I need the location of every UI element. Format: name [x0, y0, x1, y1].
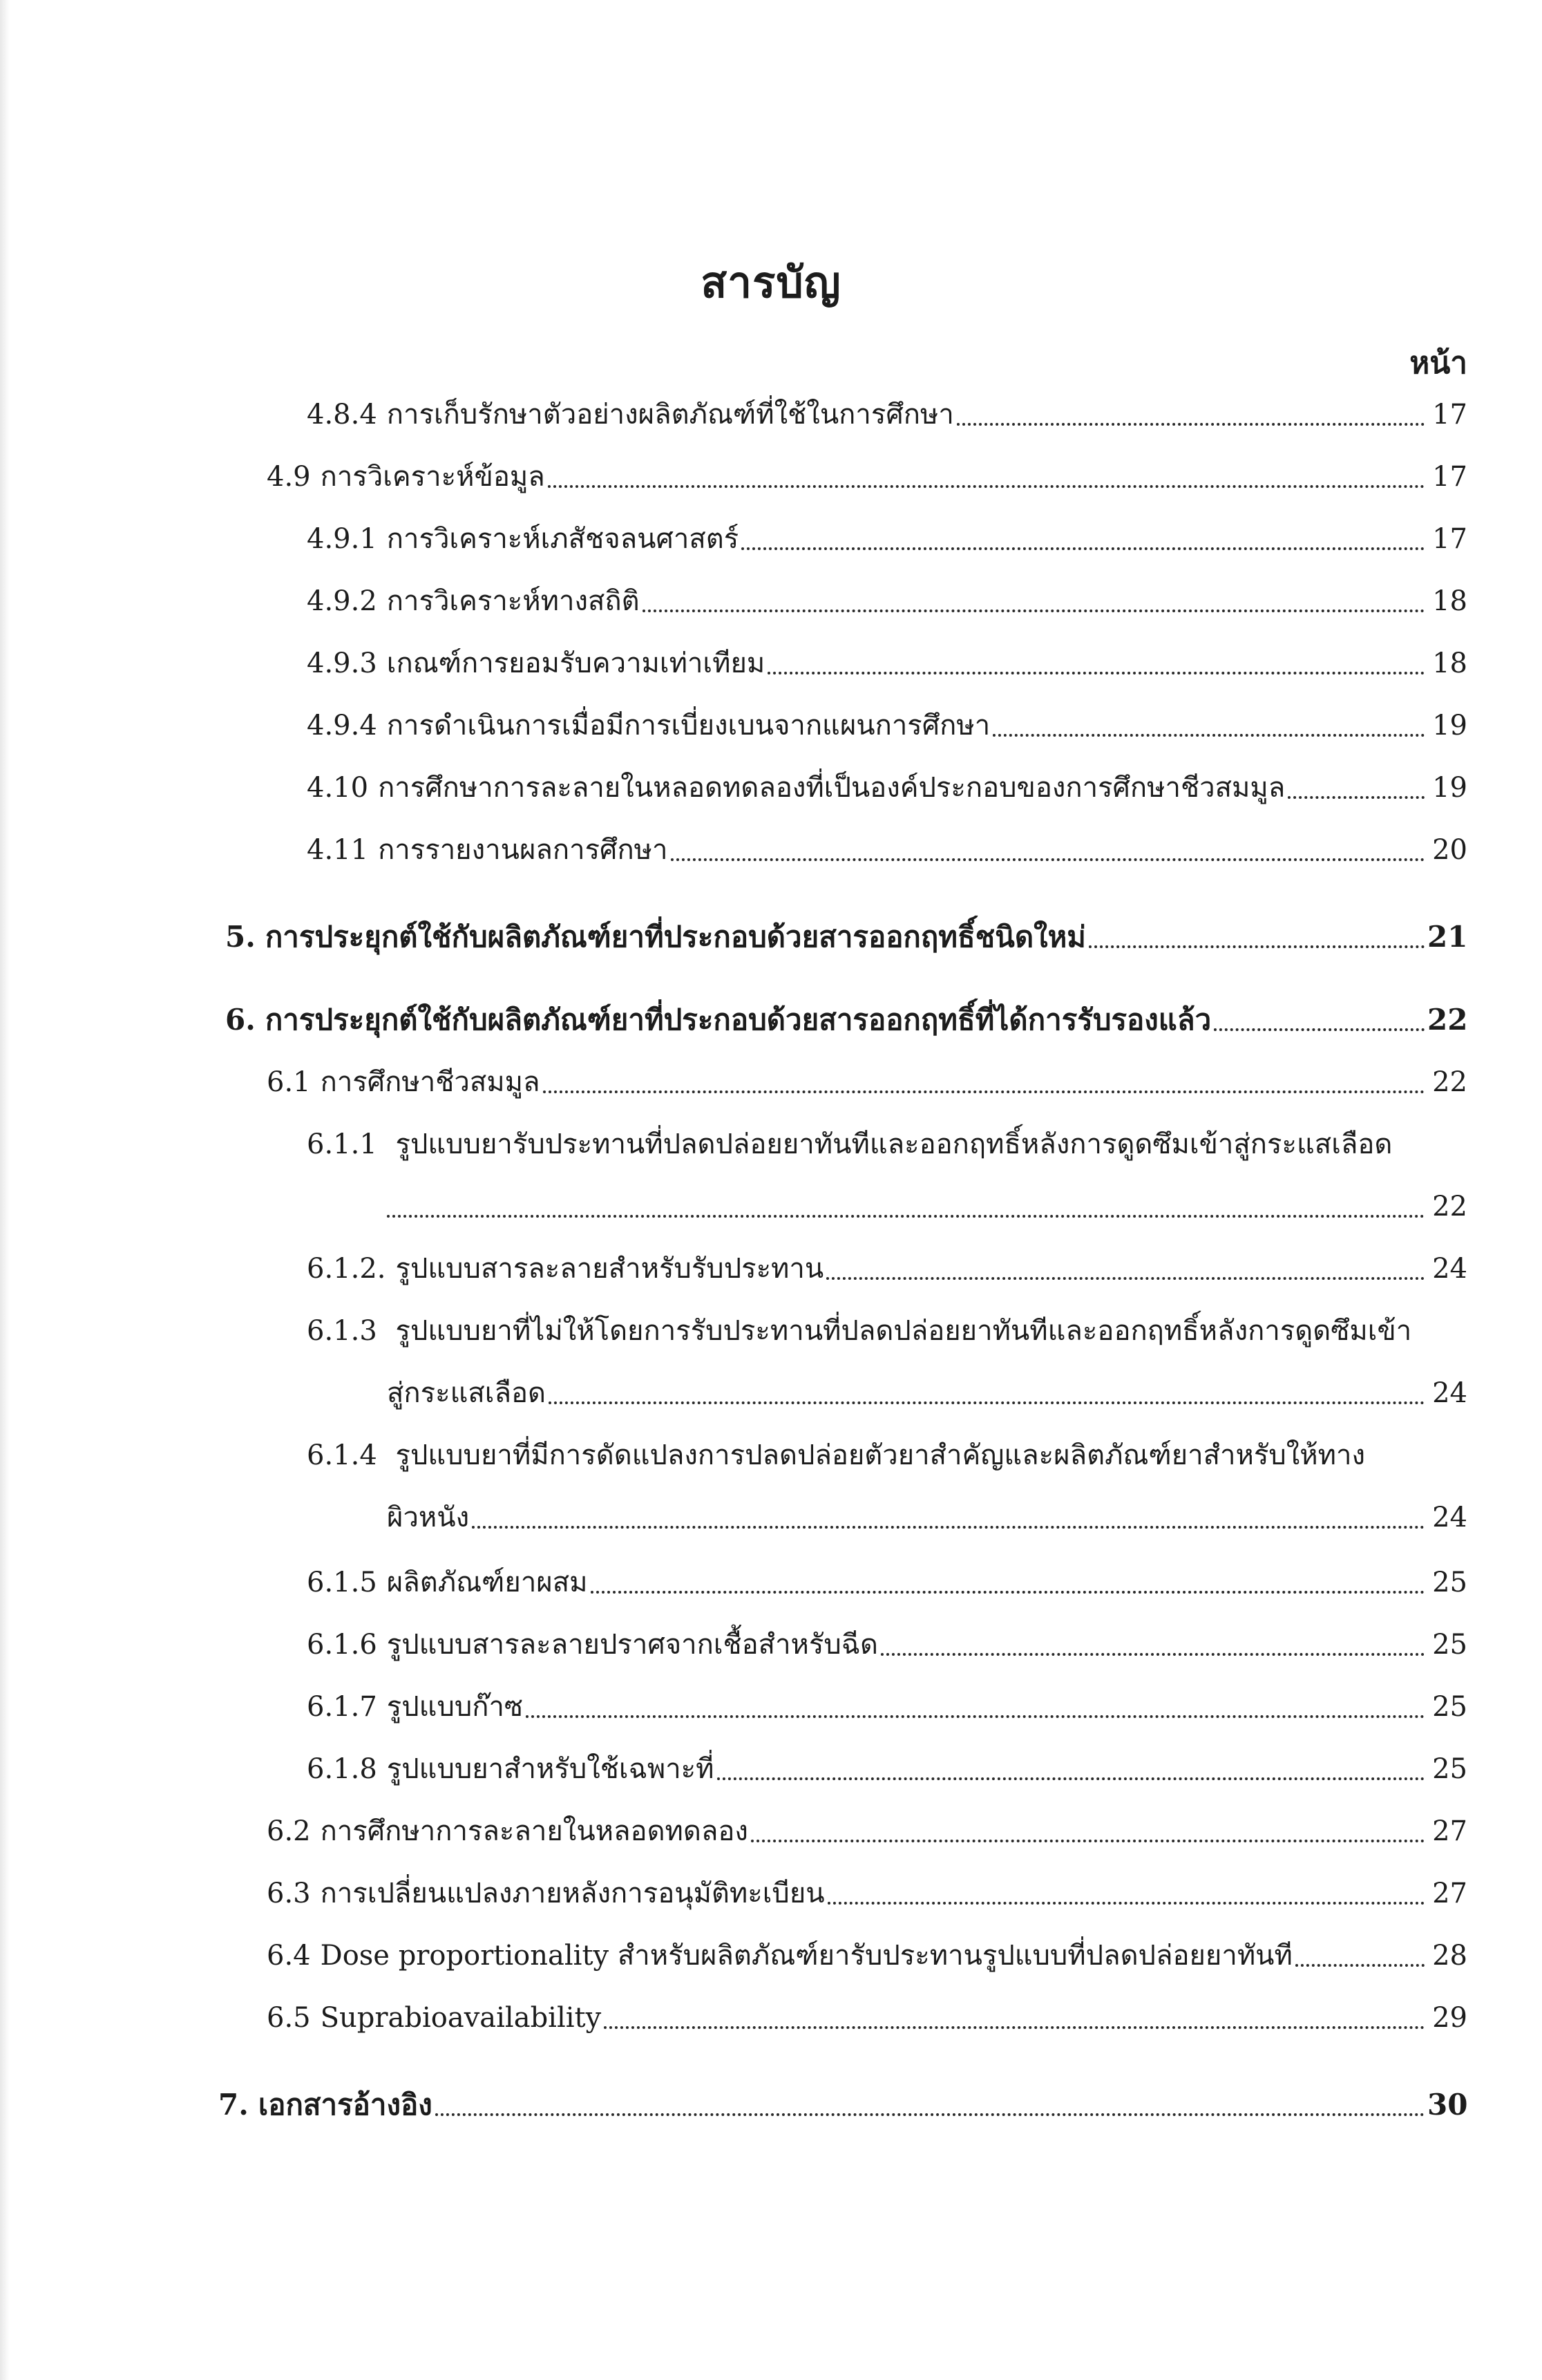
- dot-leader: [1089, 932, 1425, 948]
- toc-entry-page: 24: [1432, 1502, 1467, 1533]
- toc-entry[interactable]: [307, 644, 1467, 683]
- dot-leader: [549, 1388, 1425, 1404]
- dot-leader: [1295, 1950, 1425, 1967]
- toc-entry-page: 27: [1432, 1815, 1467, 1847]
- toc-entry-label: การวิเคราะห์ข้อมูล: [320, 461, 545, 493]
- dot-leader: [526, 1701, 1425, 1718]
- toc-entry-page: 22: [1432, 1066, 1467, 1098]
- dot-leader: [435, 2099, 1425, 2116]
- toc-entry-number: 6.2: [267, 1815, 311, 1847]
- toc-entry[interactable]: [267, 457, 1467, 496]
- toc-entry-label: ผลิตภัณฑ์ยาผสม: [386, 1567, 588, 1598]
- toc-entry-page: 25: [1432, 1691, 1467, 1723]
- scan-shadow: [0, 0, 10, 2380]
- toc-entry-continuation[interactable]: [387, 1498, 1467, 1537]
- dot-leader: [387, 1201, 1425, 1218]
- toc-entry-label: การเปลี่ยนแปลงภายหลังการอนุมัติทะเบียน: [320, 1878, 825, 1909]
- dot-leader: [957, 409, 1425, 426]
- toc-entry[interactable]: [267, 1999, 1467, 2037]
- toc-entry-page: 22: [1432, 1191, 1467, 1222]
- toc-entry-label-continued: ผิวหนัง: [387, 1502, 470, 1533]
- toc-entry-page: 17: [1432, 399, 1467, 431]
- toc-entry-page: 25: [1432, 1567, 1467, 1598]
- dot-leader: [604, 2012, 1425, 2029]
- toc-entry[interactable]: [307, 831, 1467, 869]
- toc-entry-page: 17: [1432, 461, 1467, 493]
- toc-entry-label-continued: สู่กระแสเลือด: [387, 1377, 546, 1409]
- toc-entry-page: 27: [1432, 1878, 1467, 1909]
- toc-entry-label: รูปแบบก๊าซ: [386, 1691, 524, 1723]
- toc-entry-label: เกณฑ์การยอมรับความเท่าเทียม: [386, 648, 765, 679]
- toc-entry-first-line[interactable]: [307, 1312, 1411, 1350]
- toc-entry-continuation[interactable]: [387, 1187, 1467, 1226]
- toc-entry-page: 24: [1432, 1253, 1467, 1285]
- toc-entry-label: การศึกษาชีวสมมูล: [320, 1066, 540, 1098]
- toc-entry-number: 6.1: [267, 1066, 311, 1098]
- toc-entry-number: 6.: [225, 1003, 256, 1037]
- toc-entry-number: 4.11: [307, 834, 369, 866]
- toc-entry-page: 24: [1432, 1377, 1467, 1409]
- toc-entry-number: 4.9.2: [307, 585, 377, 617]
- page-title: สารบัญ: [701, 257, 841, 308]
- toc-entry-label: รูปแบบยารับประทานที่ปลดปล่อยยาทันทีและออกฤทธิ์หลังการดูดซึมเข้าสู่กระแสเลือด: [395, 1128, 1393, 1160]
- dot-leader: [642, 596, 1425, 612]
- toc-entry-page: 19: [1432, 772, 1467, 804]
- toc-entry-number: 6.1.1: [307, 1128, 377, 1160]
- toc-entry[interactable]: [267, 1874, 1467, 1913]
- toc-entry-label: การวิเคราะห์ทางสถิติ: [386, 585, 640, 617]
- toc-entry-continuation[interactable]: [387, 1374, 1467, 1413]
- dot-leader: [751, 1826, 1425, 1842]
- toc-entry[interactable]: [307, 1750, 1467, 1788]
- toc-entry-number: 4.9.3: [307, 648, 377, 679]
- toc-entry[interactable]: [307, 520, 1467, 558]
- toc-entry-label: เอกสารอ้างอิง: [258, 2088, 432, 2122]
- toc-entry-number: 7.: [218, 2088, 249, 2122]
- toc-entry-page: 25: [1432, 1629, 1467, 1661]
- toc-entry-page: 17: [1432, 523, 1467, 555]
- toc-entry-page: 21: [1427, 920, 1468, 954]
- dot-leader: [472, 1512, 1425, 1529]
- toc-entry[interactable]: [307, 1249, 1467, 1288]
- toc-entry-label: การเก็บรักษาตัวอย่างผลิตภัณฑ์ที่ใช้ในการศึกษา: [386, 399, 954, 431]
- toc-entry-number: 6.3: [267, 1878, 311, 1909]
- dot-leader: [881, 1639, 1425, 1656]
- toc-entry-number: 6.1.5: [307, 1567, 377, 1598]
- toc-entry-label: การประยุกต์ใช้กับผลิตภัณฑ์ยาที่ประกอบด้วยสารออกฤทธิ์ที่ได้การรับรองแล้ว: [265, 1003, 1212, 1037]
- toc-entry[interactable]: [307, 768, 1467, 807]
- dot-leader: [717, 1764, 1425, 1780]
- dot-leader: [741, 533, 1425, 550]
- toc-entry-first-line[interactable]: [307, 1125, 1392, 1164]
- dot-leader: [543, 1077, 1425, 1093]
- toc-entry-number: 4.9.4: [307, 710, 377, 742]
- toc-entry-label: การศึกษาการละลายในหลอดทดลอง: [320, 1815, 748, 1847]
- toc-entry-number: 4.10: [307, 772, 369, 804]
- toc-entry-label: Dose proportionality สำหรับผลิตภัณฑ์ยารับประทานรูปแบบที่ปลดปล่อยยาทันที: [320, 1940, 1293, 1972]
- dot-leader: [548, 471, 1425, 488]
- dot-leader: [828, 1888, 1425, 1905]
- toc-entry-label: รูปแบบยาที่ไม่ให้โดยการรับประทานที่ปลดปล่อยยาทันทีและออกฤทธิ์หลังการดูดซึมเข้า: [395, 1315, 1412, 1347]
- toc-entry[interactable]: [307, 1688, 1467, 1726]
- page-column-header: หน้า: [1409, 346, 1467, 381]
- toc-chapter-entry[interactable]: [225, 1001, 1467, 1039]
- dot-leader: [591, 1577, 1425, 1594]
- toc-entry-label: การดำเนินการเมื่อมีการเบี่ยงเบนจากแผนการศึกษา: [386, 710, 991, 742]
- dot-leader: [826, 1263, 1425, 1280]
- toc-entry-page: 22: [1427, 1003, 1468, 1037]
- toc-entry-label: การประยุกต์ใช้กับผลิตภัณฑ์ยาที่ประกอบด้วยสารออกฤทธิ์ชนิดใหม่: [265, 920, 1086, 954]
- toc-entry-number: 6.1.3: [307, 1315, 377, 1347]
- toc-entry-number: 6.1.8: [307, 1753, 377, 1785]
- toc-entry-label: รูปแบบสารละลายปราศจากเชื้อสำหรับฉีด: [386, 1629, 879, 1661]
- dot-leader: [768, 658, 1425, 674]
- toc-chapter-entry[interactable]: [225, 918, 1467, 956]
- toc-entry-label: การรายงานผลการศึกษา: [378, 834, 668, 866]
- toc-entry[interactable]: [307, 1625, 1467, 1664]
- toc-entry-page: 18: [1432, 585, 1467, 617]
- toc-entry-page: 28: [1432, 1940, 1467, 1972]
- toc-entry-label: รูปแบบยาที่มีการดัดแปลงการปลดปล่อยตัวยาสำคัญและผลิตภัณฑ์ยาสำหรับให้ทาง: [395, 1439, 1366, 1471]
- toc-entry-number: 4.8.4: [307, 399, 377, 431]
- dot-leader: [1288, 782, 1425, 799]
- toc-entry[interactable]: [307, 395, 1467, 434]
- dot-leader: [993, 720, 1425, 737]
- toc-entry-number: 6.5: [267, 2002, 311, 2034]
- dot-leader: [1214, 1014, 1425, 1031]
- toc-entry-number: 4.9: [267, 461, 311, 493]
- toc-entry-number: 4.9.1: [307, 523, 377, 555]
- toc-entry-number: 5.: [225, 920, 256, 954]
- toc-entry[interactable]: [307, 1563, 1467, 1602]
- toc-entry-page: 25: [1432, 1753, 1467, 1785]
- toc-entry-label: การวิเคราะห์เภสัชจลนศาสตร์: [386, 523, 739, 555]
- toc-entry[interactable]: [307, 582, 1467, 621]
- toc-entry[interactable]: [267, 1936, 1467, 1975]
- toc-entry-label: Suprabioavailability: [320, 2002, 602, 2034]
- toc-entry-first-line[interactable]: [307, 1436, 1365, 1475]
- toc-entry-page: 20: [1432, 834, 1467, 866]
- toc-entry-number: 6.1.4: [307, 1439, 377, 1471]
- toc-entry-page: 30: [1427, 2088, 1468, 2122]
- toc-entry-number: 6.1.6: [307, 1629, 377, 1661]
- dot-leader: [671, 844, 1425, 861]
- toc-entry-page: 18: [1432, 648, 1467, 679]
- toc-entry-label: รูปแบบยาสำหรับใช้เฉพาะที่: [386, 1753, 714, 1785]
- toc-entry-number: 6.1.2.: [307, 1253, 386, 1285]
- toc-entry[interactable]: [307, 706, 1467, 745]
- toc-entry-page: 29: [1432, 2002, 1467, 2034]
- toc-entry-label: รูปแบบสารละลายสำหรับรับประทาน: [395, 1253, 824, 1285]
- toc-entry-number: 6.1.7: [307, 1691, 377, 1723]
- toc-entry-label: การศึกษาการละลายในหลอดทดลองที่เป็นองค์ประกอบของการศึกษาชีวสมมูล: [378, 772, 1286, 804]
- toc-entry-number: 6.4: [267, 1940, 311, 1972]
- toc-chapter-entry[interactable]: [218, 2086, 1467, 2124]
- toc-entry-page: 19: [1432, 710, 1467, 742]
- toc-entry[interactable]: [267, 1812, 1467, 1851]
- toc-entry[interactable]: [267, 1063, 1467, 1102]
